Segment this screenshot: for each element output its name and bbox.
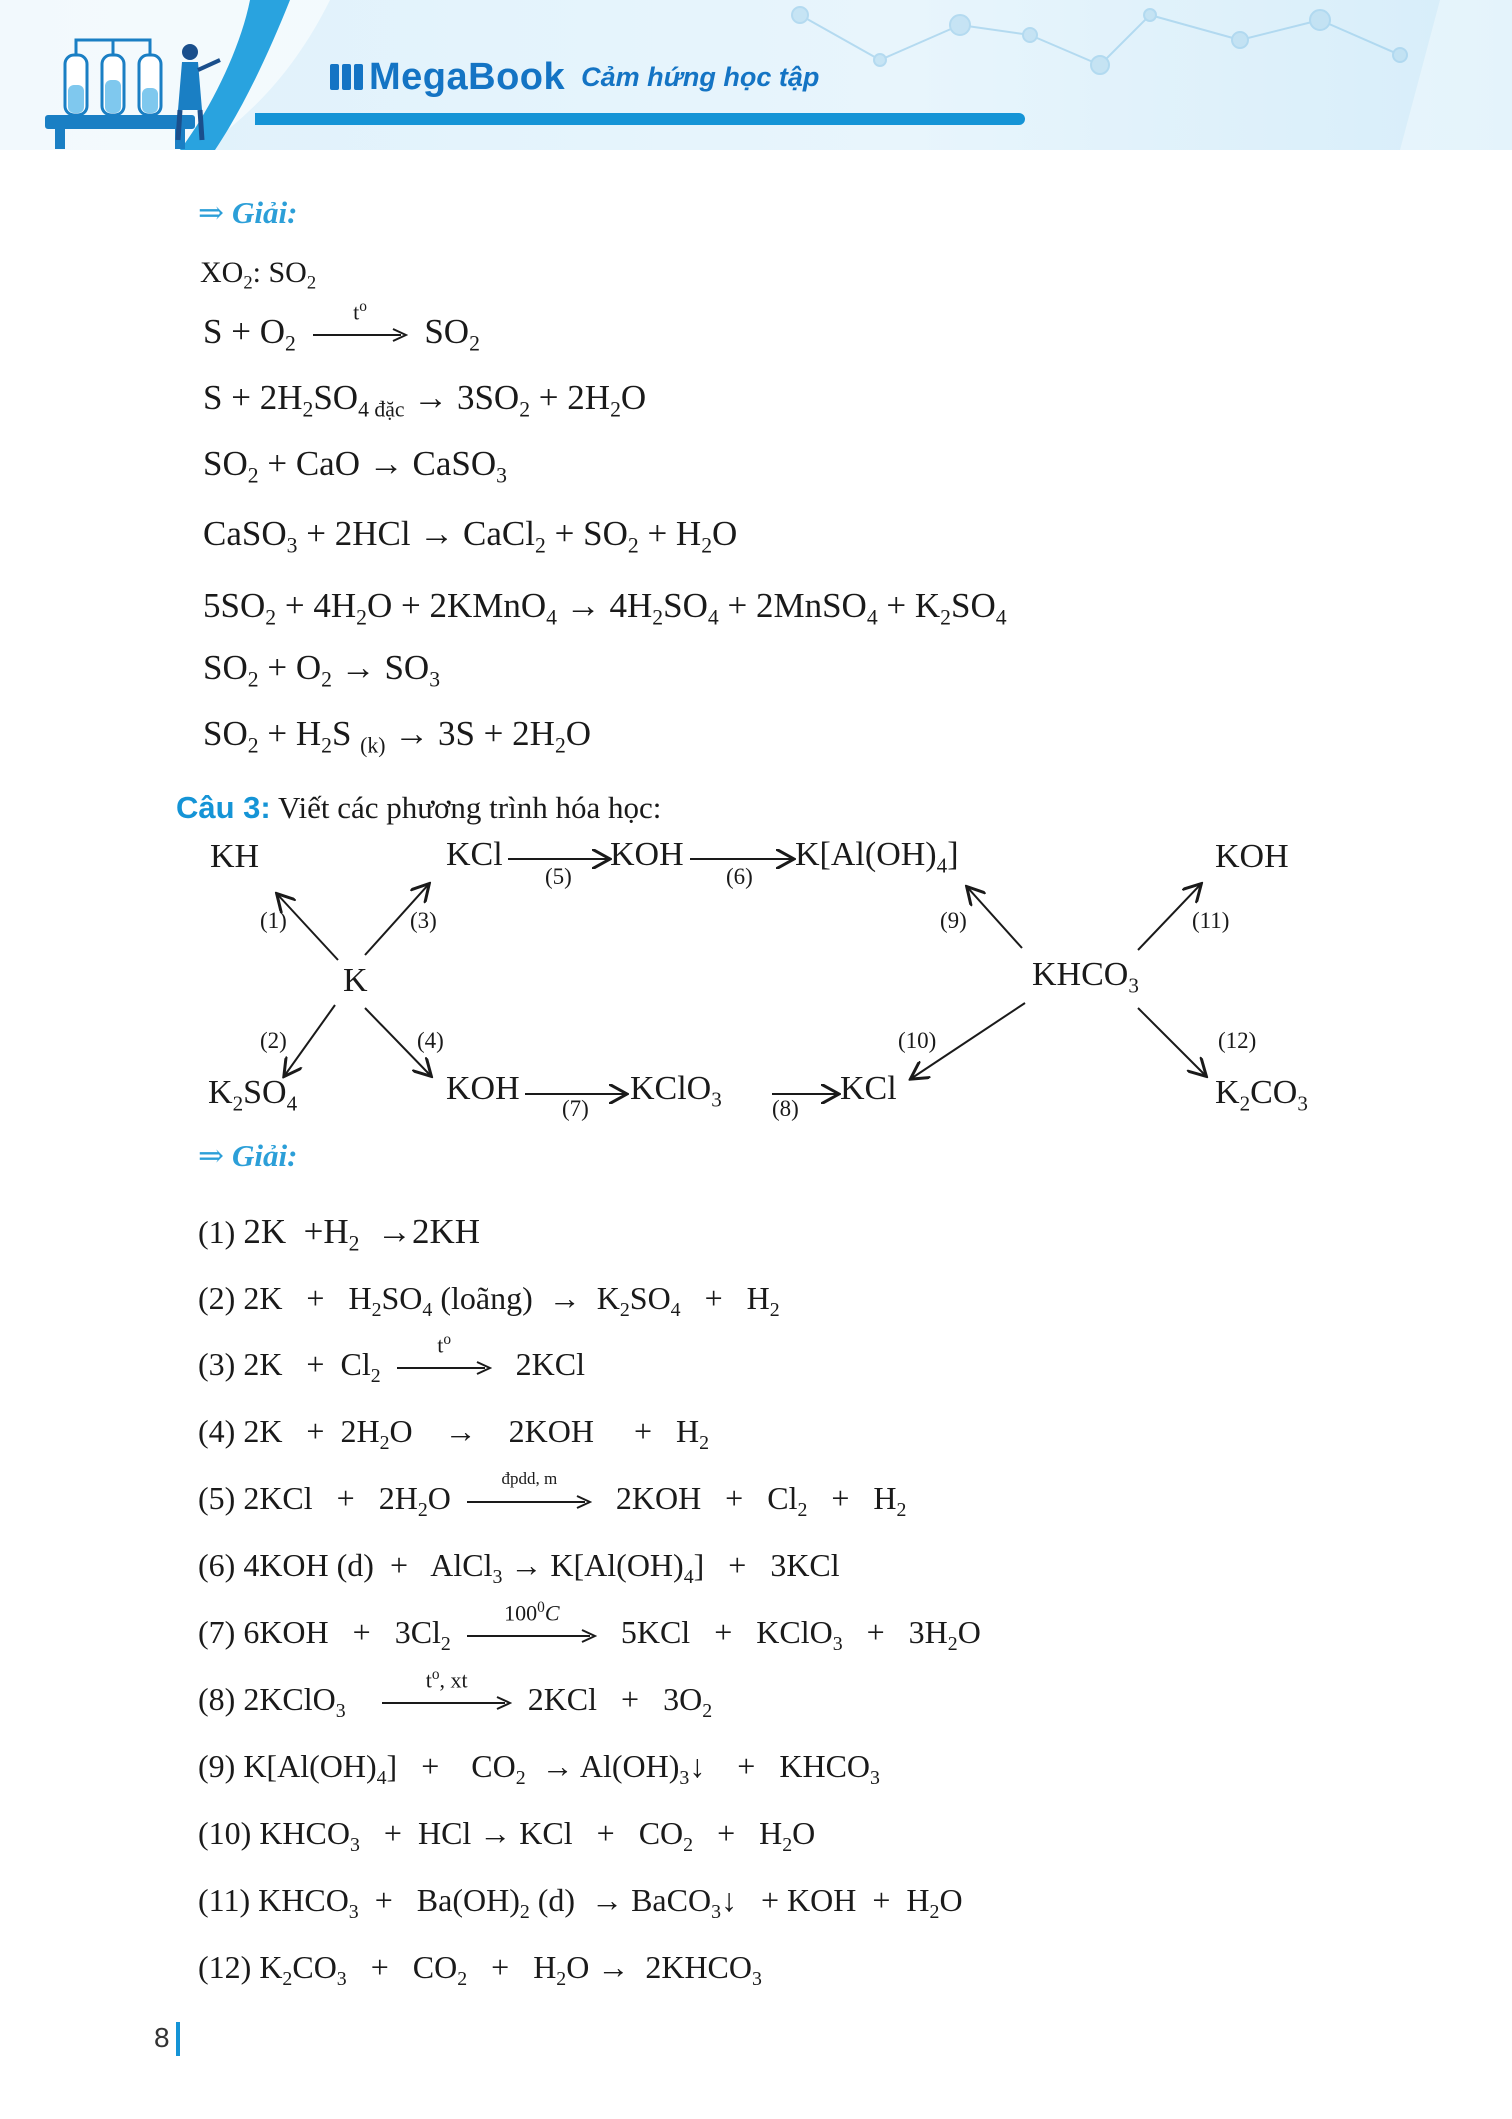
reaction-8: (8) 2KClO$_3$ $t^o$, xt $2KCl + 3O_2$ — [198, 1665, 713, 1722]
equation-5: $5SO_2 + 4H_2O$ + 2KMnO$_4$ → $4H_2SO_4$ + 2MnSO$_4$ + $K_2SO_4$ — [203, 586, 1007, 630]
arrow-heat: $t^o$ — [313, 328, 408, 342]
equation-1: $S + O_2$ $t^o$ $SO_2$ — [203, 297, 480, 356]
label-6: (6) — [726, 864, 753, 889]
arrow-11 — [1138, 885, 1200, 950]
reaction-6: (6) 4KOH (d) + AlCl$_3$ → $K[Al(OH)_4] + 3KCl$ — [198, 1547, 840, 1588]
reaction-5: (5) $2KCl + 2H_2O$ đpdd, m $2KOH + Cl_2 + H_2$ — [198, 1468, 907, 1521]
arrow-electrolysis: đpdd, m — [467, 1495, 592, 1509]
node-koh-1: KOH — [610, 836, 684, 873]
arrow-temperature: $100^0C$ — [467, 1629, 597, 1643]
node-khco3: $KHCO_3$ — [1032, 956, 1139, 998]
arrow-1 — [278, 895, 338, 960]
reaction-9: (9) $K[Al(OH)_4]$ + $CO_2$ → $Al(OH)_3↓$ + $KHCO_3$ — [198, 1748, 880, 1789]
reaction-1: (1) $2K +H_2 \to 2KH$ — [198, 1212, 481, 1256]
arrow-2 — [285, 1005, 335, 1075]
reaction-7: (7) $6KOH + 3Cl_2$ $100^0C$ 5KCl + KClO$_3$ + $3H_2O$ — [198, 1598, 981, 1655]
equation-7: $SO_2 + H_2S$ $_{(k)} \to 3S + 2H_2O$ — [203, 714, 592, 758]
implies-icon: ⇒ — [198, 195, 224, 230]
question-3-title: Câu 3: Viết các phương trình hóa học: — [176, 790, 662, 825]
label-12: (12) — [1218, 1028, 1257, 1053]
page-number: 8 — [154, 2022, 170, 2053]
equation-6: $SO_2 + O_2 \to SO_3$ — [203, 648, 441, 692]
reaction-11: (11) $KHCO_3 + Ba(OH)_2$ (d) → BaCO$_3$↓ + KOH + $H_2O$ — [198, 1882, 963, 1923]
page-number-bar — [176, 2022, 180, 2056]
reaction-3: (3) $2K + Cl_2$ $t^o$ 2KCl — [198, 1330, 585, 1387]
label-11: (11) — [1192, 908, 1230, 933]
label-9: (9) — [940, 908, 967, 933]
arrow-9 — [968, 888, 1022, 948]
node-kh: KH — [210, 838, 260, 875]
node-k: K — [343, 962, 368, 999]
arrow-heat: $t^o$ — [397, 1361, 492, 1375]
node-koh-3: KOH — [1215, 838, 1289, 875]
node-k2co3: $K_2CO_3$ — [1215, 1074, 1308, 1116]
lab-illustration — [40, 30, 230, 155]
reaction-2: (2) $2K + H_2SO_4$ (loãng) → $K_2SO_4 + H_2$ — [198, 1280, 780, 1321]
brand-name: MegaBook — [369, 55, 566, 98]
label-7: (7) — [562, 1096, 589, 1121]
equation-4: CaSO$_3$ + 2HCl → CaCl$_2$ + $SO_2 + H_2O$ — [203, 514, 738, 558]
header-underline — [255, 113, 1025, 125]
solution-heading-1: ⇒ Giải: — [198, 195, 298, 230]
intro-line: $XO_2$: $SO_2$ — [200, 256, 317, 294]
implies-icon: ⇒ — [198, 1138, 224, 1173]
arrow-heat-catalyst: $t^o$, xt — [382, 1696, 512, 1710]
brand-logo-icon — [330, 64, 363, 90]
brand — [330, 52, 819, 102]
reaction-4: (4) $2K + 2H_2O$ → 2KOH + $H_2$ — [198, 1413, 710, 1454]
node-kclo3: KClO$_3$ — [630, 1070, 722, 1112]
reaction-10: (10) $KHCO_3$ + HCl → KCl + $CO_2 + H_2O$ — [198, 1815, 816, 1856]
node-koh-2: KOH — [446, 1070, 520, 1107]
equation-3: $SO_2$ + CaO → CaSO$_3$ — [203, 444, 507, 488]
label-1: (1) — [260, 908, 287, 933]
label-3: (3) — [410, 908, 437, 933]
node-kaloh4: $K[Al(OH)_4]$ — [795, 836, 959, 878]
label-4: (4) — [417, 1028, 444, 1053]
equation-2: $S + 2H_2SO_{4 đặc} \to 3SO_2 + 2H_2O$ — [203, 378, 647, 422]
node-k2so4: $K_2SO_4$ — [208, 1074, 298, 1116]
label-5: (5) — [545, 864, 572, 889]
node-kcl-1: KCl — [446, 836, 503, 873]
label-8: (8) — [772, 1096, 799, 1121]
solution-heading-2: ⇒ Giải: — [198, 1138, 298, 1173]
brand-slogan: Cảm hứng học tập — [581, 61, 820, 92]
label-2: (2) — [260, 1028, 287, 1053]
reaction-12: (12) $K_2CO_3 + CO_2 + H_2O$ → $2KHCO_3$ — [198, 1949, 762, 1990]
label-10: (10) — [898, 1028, 937, 1053]
arrow-12 — [1138, 1008, 1205, 1075]
node-kcl-2: KCl — [840, 1070, 897, 1107]
